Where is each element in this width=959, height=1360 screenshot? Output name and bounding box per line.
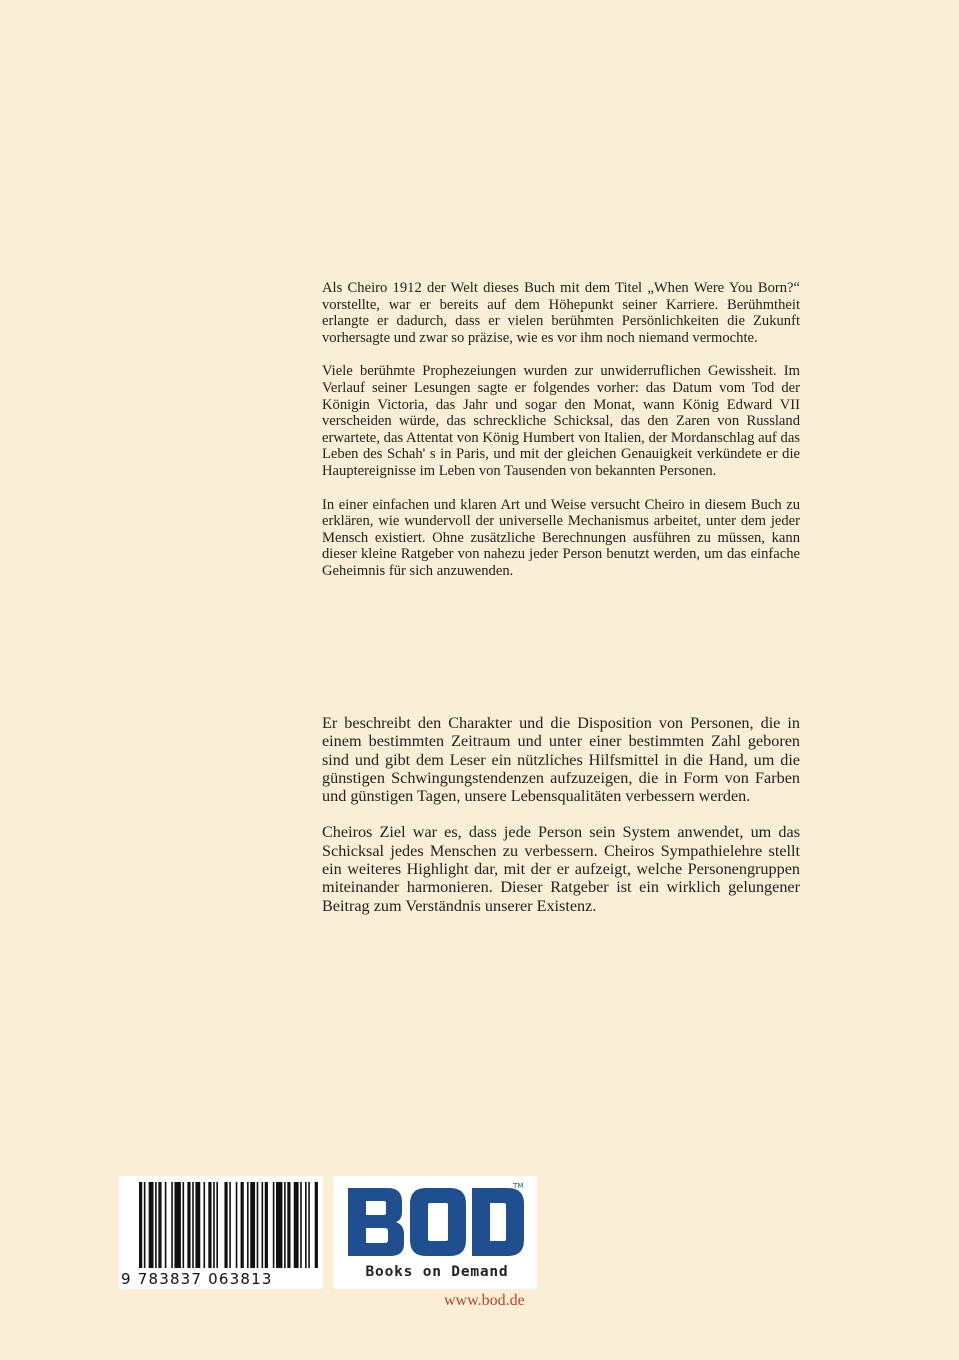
barcode-bar — [171, 1182, 173, 1268]
blurb-paragraph: Er beschreibt den Charakter und die Disposition von Personen, die in einem bestimmten Zeitraum und unter einer bestimmten Zahl geboren sind und gibt dem Leser ein nützliches Hilfsmittel in die Hand, um die günstigen Schwingungstendenzen aufzuzeigen, die in Form von Farben und günstigen Tagen, unsere Lebensqualitäten verbessern werden. — [322, 714, 800, 806]
barcode-bar — [229, 1182, 231, 1268]
blurb-paragraph: Cheiros Ziel war es, dass jede Person sein System anwendet, um das Schicksal jedes Menschen zu verbessern. Cheiros Sympathielehre stellt ein weiteres Highlight dar, mit der er aufzeigt, welche Personengruppen miteinander harmonieren. Dieser Ratgeber ist ein wirklich gelungener Beitrag zum Verständnis unserer Existenz. — [322, 823, 800, 915]
barcode-bar — [284, 1182, 286, 1268]
barcode-bar — [149, 1182, 154, 1268]
barcode-bar — [300, 1182, 302, 1268]
blurb-bottom — [322, 714, 800, 933]
barcode-bar — [265, 1182, 268, 1268]
barcode-bar — [192, 1182, 194, 1268]
barcode-bar — [257, 1182, 259, 1268]
barcode-bar — [213, 1182, 215, 1268]
barcode-bar — [262, 1182, 264, 1268]
bod-logo — [346, 1184, 528, 1260]
barcode-bar — [195, 1182, 200, 1268]
barcode-bar — [224, 1182, 227, 1268]
barcode-bar — [155, 1182, 157, 1268]
blurb-top — [322, 280, 800, 597]
barcode-bar — [144, 1182, 146, 1268]
barcode-digits: 9 783837 063813 — [121, 1270, 273, 1288]
barcode-bar — [241, 1182, 244, 1268]
barcode-bar — [276, 1182, 282, 1268]
barcode-bar — [216, 1182, 218, 1268]
barcode-bar — [203, 1182, 205, 1268]
barcode-bar — [139, 1182, 142, 1268]
barcode-bar — [236, 1182, 238, 1268]
barcode-bar — [174, 1182, 180, 1268]
barcode-bar — [250, 1182, 255, 1268]
blurb-paragraph: Viele berühmte Prophezeiungen wurden zur unwiderruflichen Gewissheit. Im Verlauf seiner Lesungen sagte er folgendes vorher: das Datum vom Tod der Königin Victoria, das Jahr und sogar den Monat, wann König Edward VII verscheiden würde, das schreckliche Schicksal, das den Zaren von Russland erwartete, das Attentat von König Humbert von Italien, der Mordanschlag auf das Leben des Schah' s in Paris, und mit der gleichen Genauigkeit verkündete er die Hauptereignisse im Leben von Tausenden von bekannten Personen. — [322, 363, 800, 479]
barcode-bar — [247, 1182, 249, 1268]
barcode-bar — [315, 1182, 318, 1268]
barcode-bar — [305, 1182, 307, 1268]
blurb-paragraph: In einer einfachen und klaren Art und Weise versucht Cheiro in diesem Buch zu erklären, wie wundervoll der universelle Mechanismus arbeitet, unter dem jeder Mensch existiert. Ohne zusätzliche Berechnungen ausführen zu müssen, kann dieser kleine Ratgeber von nahezu jeder Person benutzt werden, um das einfache Geheimnis für sich anzuwenden. — [322, 496, 800, 579]
barcode-bar — [273, 1182, 275, 1268]
barcode-bar — [183, 1182, 185, 1268]
barcode-bar — [208, 1182, 211, 1268]
barcode-bar — [165, 1182, 167, 1268]
trademark-mark: TM — [513, 1182, 524, 1190]
barcode-bar — [187, 1182, 190, 1268]
barcode-bar — [308, 1182, 310, 1268]
barcode-bar — [158, 1182, 161, 1268]
publisher-website[interactable]: www.bod.de — [444, 1292, 525, 1309]
barcode-bar — [294, 1182, 299, 1268]
barcode-bar — [287, 1182, 290, 1268]
publisher-tagline: Books on Demand — [365, 1264, 509, 1280]
barcode-bars — [119, 1176, 323, 1270]
publisher-logo-box — [334, 1176, 537, 1289]
blurb-paragraph: Als Cheiro 1912 der Welt dieses Buch mit dem Titel „When Were You Born?“ vorstellte, war er bereits auf dem Höhepunkt seiner Karriere. Berühmtheit erlangte er dadurch, dass er vielen berühmten Persönlichkeiten die Zukunft vorhersagte und zwar so präzise, wie es vor ihm noch niemand vermochte. — [322, 280, 800, 346]
isbn-barcode — [119, 1176, 323, 1289]
